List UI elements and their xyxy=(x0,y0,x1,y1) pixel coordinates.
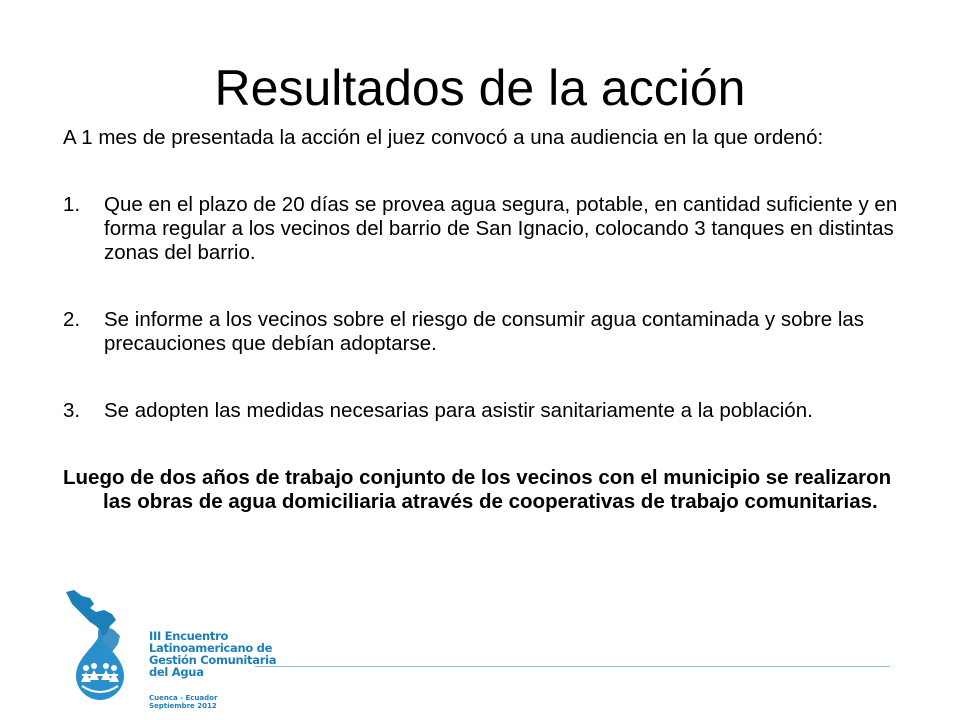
list-item xyxy=(63,308,923,356)
list-item xyxy=(63,193,923,265)
footer-divider xyxy=(255,666,890,667)
list-item xyxy=(63,399,923,423)
list-item-number: 3. xyxy=(63,399,81,422)
list-item-number: 2. xyxy=(63,308,81,331)
list-item-text: Se informe a los vecinos sobre el riesgo de consumir agua contaminada y sobre las precauciones que debían adoptarse. xyxy=(104,308,865,355)
conclusion-paragraph: Luego de dos años de trabajo conjunto de los vecinos con el municipio se realizaron las obras de agua domiciliaria através de cooperativas de trabajo comunitarias. xyxy=(63,466,892,513)
logo-line: III Encuentro xyxy=(149,629,229,643)
event-logo xyxy=(60,586,277,716)
logo-line: del Agua xyxy=(149,665,204,679)
list-item-text: Que en el plazo de 20 días se provea agua segura, potable, en cantidad suficiente y en forma regular a los vecinos del barrio de San Ignacio, colocando 3 tanques en distintas zonas del barrio. xyxy=(104,193,898,264)
logo-line: Gestión Comunitaria xyxy=(149,653,277,667)
logo-wordmark xyxy=(149,629,277,679)
slide-body xyxy=(63,126,923,514)
ordered-list xyxy=(63,193,923,423)
logo-subtitle xyxy=(149,694,269,710)
intro-paragraph: A 1 mes de presentada la acción el juez convocó a una audiencia en la que ordenó: xyxy=(63,126,824,149)
water-drop-map-icon xyxy=(60,586,140,706)
slide-title: Resultados de la acción xyxy=(214,60,746,116)
logo-date: Septiembre 2012 xyxy=(149,702,217,710)
logo-line: Latinoamericano de xyxy=(149,641,273,655)
list-item-text: Se adopten las medidas necesarias para asistir sanitariamente a la población. xyxy=(104,399,813,422)
list-item-number: 1. xyxy=(63,193,81,216)
logo-location: Cuenca - Ecuador xyxy=(149,694,218,702)
